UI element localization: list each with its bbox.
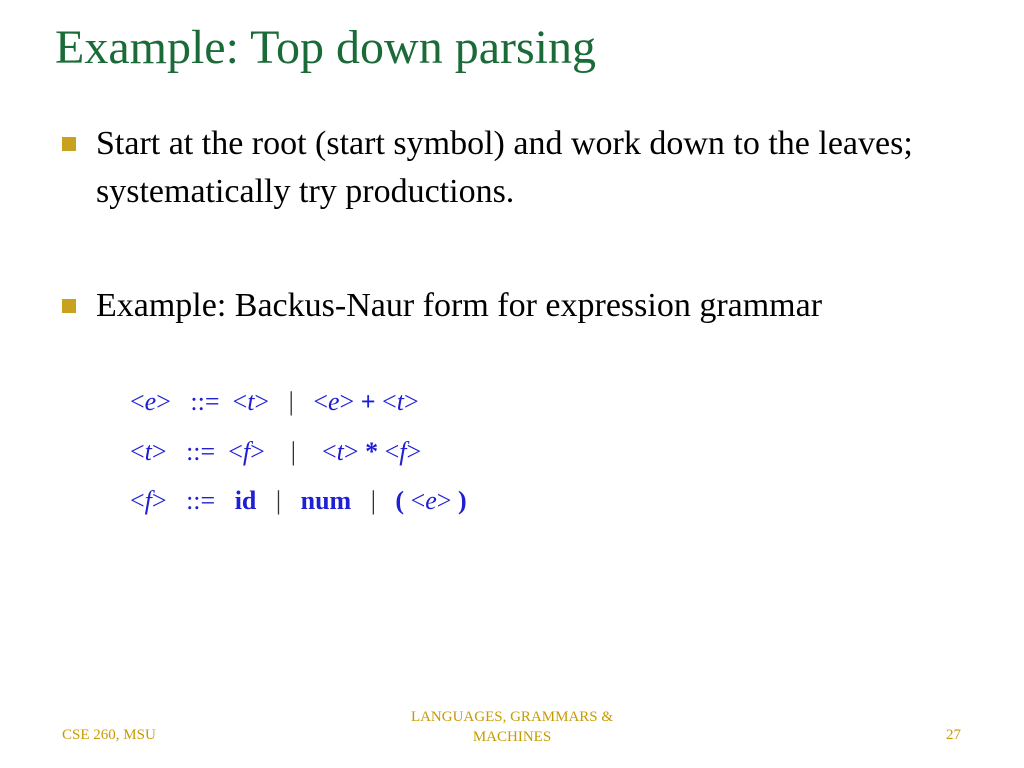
bullet-text-2: Example: Backus-Naur form for expression grammar [96, 287, 823, 324]
square-bullet-icon [62, 137, 76, 151]
grammar-rule-t: <t> ::= <f> | <t> * <f> [130, 437, 422, 466]
bullet-text-1: Start at the root (start symbol) and work down to the leaves; systematically try productions. [96, 125, 913, 210]
footer-course: CSE 260, MSU [62, 727, 156, 743]
footer-page-number: 27 [946, 727, 961, 743]
footer-topic: LANGUAGES, GRAMMARS & MACHINES [410, 709, 614, 745]
slide-title: Example: Top down parsing [55, 21, 597, 74]
square-bullet-icon [62, 299, 76, 313]
grammar-rule-e: <e> ::= <t> | <e> + <t> [130, 387, 419, 416]
grammar-rule-f: <f> ::= id | num | ( <e> ) [130, 486, 467, 515]
